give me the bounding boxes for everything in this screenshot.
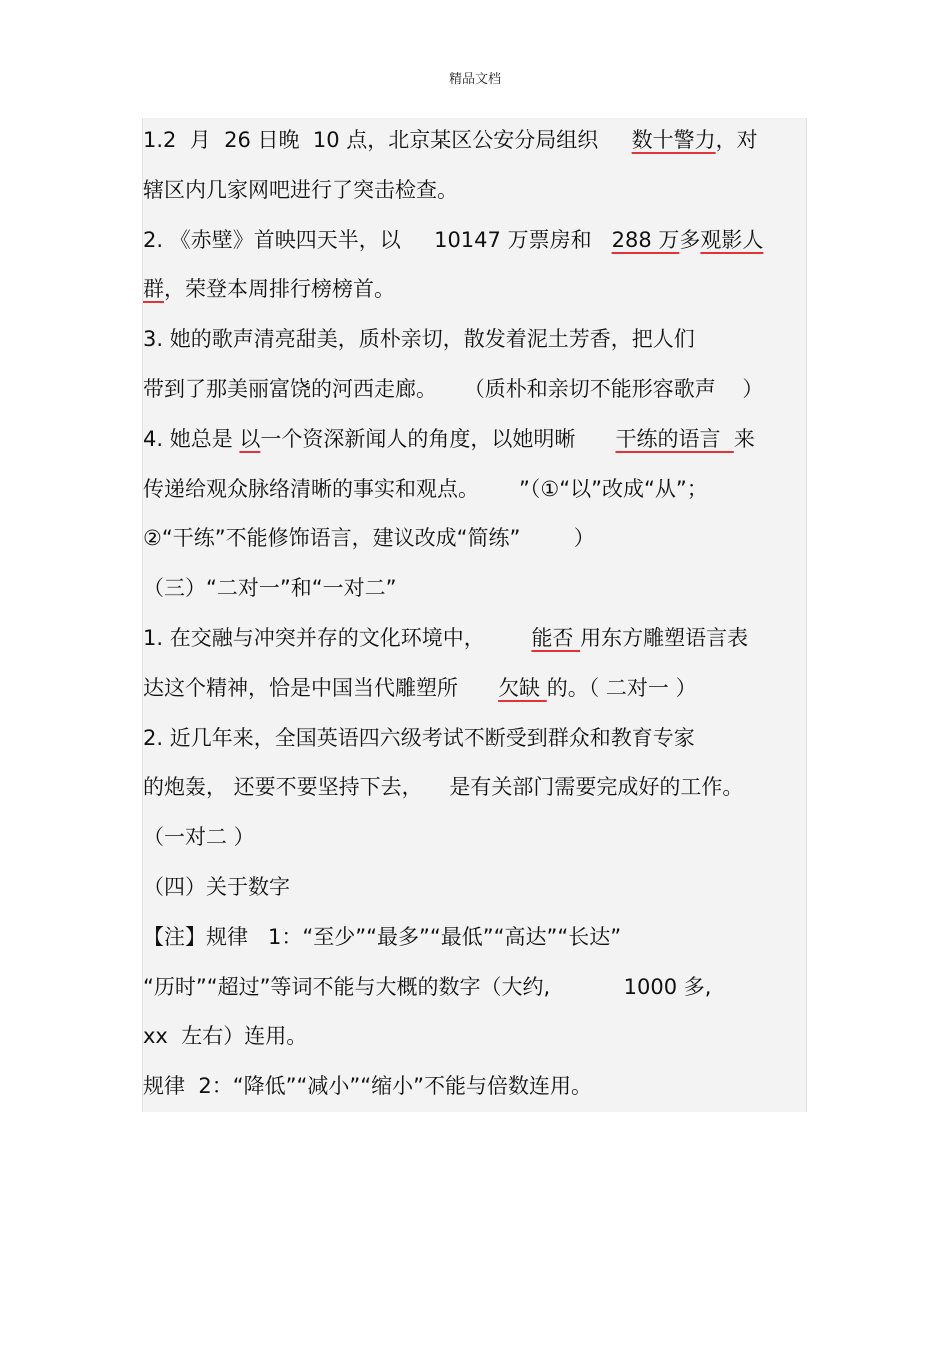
text-run: 多 xyxy=(679,227,701,252)
text-run: 一个资深新闻人的角度，以她明晰 xyxy=(260,426,616,451)
text-run: 带到了那美丽富饶的河西走廊。 （质朴和亲切不能形容歌声 ） xyxy=(143,377,764,401)
text-run: ②“干练”不能修饰语言，建议改成“简练” ） xyxy=(143,526,595,551)
text-line xyxy=(143,568,808,608)
text-line xyxy=(143,120,808,160)
text-line xyxy=(143,718,808,758)
text-run: 1. 在交融与冲突并存的文化环境中， xyxy=(143,626,532,650)
underlined-phrase: 干练的语言 xyxy=(615,426,734,451)
text-line xyxy=(143,967,808,1007)
text-line xyxy=(143,170,808,210)
text-run: 【注】规律 1：“至少”“最多”“最低”“高达”“长达” xyxy=(143,924,622,949)
text-run: ，荣登本周排行榜榜首。 xyxy=(164,277,395,302)
text-line xyxy=(143,319,808,359)
underlined-phrase: 欠缺 xyxy=(498,675,547,700)
underlined-phrase: 观影人 xyxy=(700,227,764,252)
text-run: 的。（ 二对一 ） xyxy=(546,675,697,700)
page-header: 精品文档 xyxy=(448,72,501,87)
text-line xyxy=(143,369,808,409)
underlined-phrase: 能否 xyxy=(531,626,581,650)
underlined-phrase: 288 万 xyxy=(611,227,680,252)
text-line xyxy=(143,767,808,807)
text-line xyxy=(143,419,808,459)
text-run: 规律 2：“降低”“减小”“缩小”不能与倍数连用。 xyxy=(143,1074,592,1099)
text-run: （四）关于数字 xyxy=(143,875,290,899)
text-run: 辖区内几家网吧进行了突击检查。 xyxy=(143,177,458,202)
text-line xyxy=(143,867,808,907)
text-line xyxy=(143,817,808,857)
text-run: 用东方雕塑语言表 xyxy=(580,626,749,650)
text-line xyxy=(143,917,808,957)
text-run: “历时”“超过”等词不能与大概的数字（大约, 1000 多, xyxy=(143,974,712,999)
text-line xyxy=(143,269,808,309)
text-line xyxy=(143,1066,808,1106)
text-run: （三）“二对一”和“一对二” xyxy=(143,576,397,601)
text-run: （一对二 ） xyxy=(143,825,255,850)
text-line xyxy=(143,469,808,509)
underlined-phrase: 以 xyxy=(239,426,261,451)
text-run: 的炮轰， 还要不要坚持下去， 是有关部门需要完成好的工作。 xyxy=(143,775,744,800)
text-run: 1.2 月 26 日晚 10 点，北京某区公安分局组织 xyxy=(143,128,632,152)
text-run: 3. 她的歌声清亮甜美，质朴亲切，散发着泥土芳香，把人们 xyxy=(143,327,695,352)
text-run: 2. 近几年来，全国英语四六级考试不断受到群众和教育专家 xyxy=(143,725,695,750)
text-run: 传递给观众脉络清晰的事实和观点。 ”（①“以”改成“从”； xyxy=(143,476,708,501)
text-run: 4. 她总是 xyxy=(143,426,240,451)
document-body xyxy=(142,118,807,1112)
text-line xyxy=(143,220,808,260)
text-run: ，对 xyxy=(715,128,758,152)
underlined-phrase: 群 xyxy=(143,277,164,302)
text-run: xx 左右）连用。 xyxy=(143,1024,308,1049)
text-line xyxy=(143,618,808,658)
text-line xyxy=(143,668,808,708)
text-line xyxy=(143,518,808,558)
text-run: 2. 《赤壁》首映四天半，以 10147 万票房和 xyxy=(143,227,612,252)
text-run: 来 xyxy=(733,426,755,451)
underlined-phrase: 数十警力 xyxy=(631,128,716,152)
text-run: 达这个精神，恰是中国当代雕塑所 xyxy=(143,675,499,700)
text-line xyxy=(143,1016,808,1056)
